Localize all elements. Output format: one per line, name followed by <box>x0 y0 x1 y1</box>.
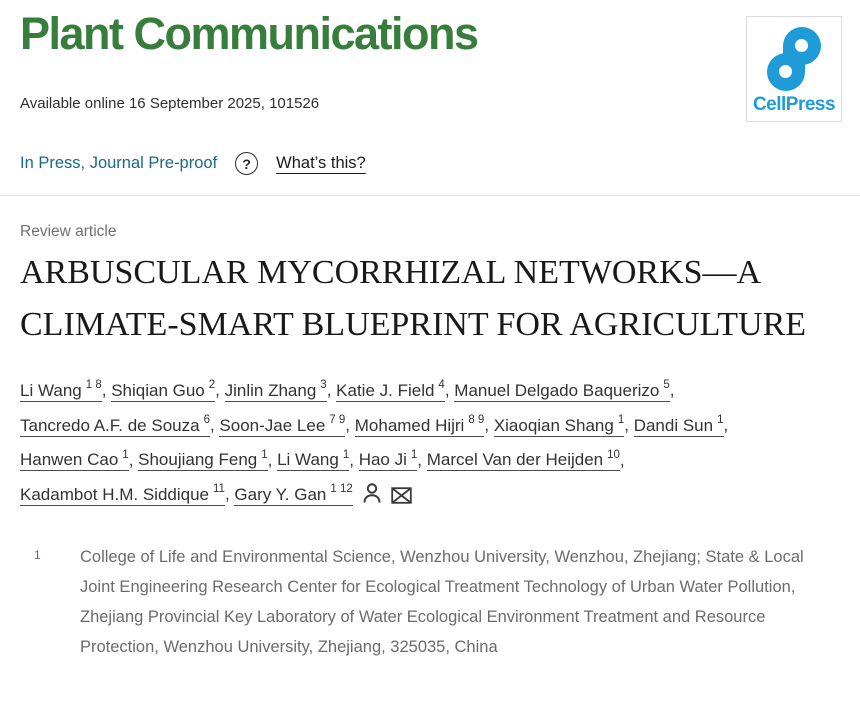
availability-text: Available online 16 September 2025, 101526 <box>20 95 320 113</box>
author-separator: , <box>669 380 675 400</box>
author-affiliation-sup: 1 <box>617 413 625 426</box>
author-name: Li Wang <box>277 450 339 470</box>
article-main <box>20 223 840 662</box>
author-name: Tancredo A.F. de Souza <box>20 415 200 435</box>
author-separator: , <box>444 380 455 400</box>
author-affiliation-sup: 1 12 <box>330 483 353 496</box>
author-link[interactable] <box>225 381 327 402</box>
divider <box>0 195 860 196</box>
author-affiliation-sup: 1 8 <box>85 379 102 392</box>
author-link[interactable] <box>427 450 620 471</box>
person-icon[interactable] <box>362 482 382 504</box>
author-link[interactable] <box>20 450 129 471</box>
author-affiliation-sup: 7 9 <box>329 413 346 426</box>
author-separator: , <box>345 415 355 435</box>
author-link[interactable] <box>277 450 349 471</box>
author-link[interactable] <box>20 413 210 437</box>
author-affiliation-sup: 10 <box>607 448 620 461</box>
author-affiliation-sup: 1 <box>342 448 350 461</box>
author-affiliation-sup: 1 <box>261 448 268 461</box>
author-link[interactable] <box>219 413 346 437</box>
cellpress-logo-text: CellPress <box>752 94 836 115</box>
author-link[interactable] <box>138 450 268 471</box>
affiliation-text: College of Life and Environmental Science, Wenzhou University, Wenzhou, Zhejiang; State & Local Joint Engineering Research Center for Ecological Treatment Technology of Urban Water Pollution, Zhejiang Provincial Key Laboratory of Water Ecological Environment Treatment and Resource Protection, Wenzhou University, Zhejiang, 325035, China <box>80 547 804 656</box>
author-separator: , <box>267 450 278 470</box>
author-separator: , <box>624 415 634 435</box>
journal-title: Plant Communications <box>20 8 478 59</box>
author-name: Katie J. Field <box>336 380 435 400</box>
author-separator: , <box>215 380 225 400</box>
author-separator: , <box>723 415 729 435</box>
affiliation-number: 1 <box>34 547 41 562</box>
author-name: Gary Y. Gan <box>234 484 327 504</box>
author-separator: , <box>101 380 112 400</box>
author-affiliation-sup: 1 <box>717 413 724 426</box>
status-bar <box>20 152 840 175</box>
author-name: Shiqian Guo <box>111 380 205 400</box>
article-page <box>0 6 860 662</box>
author-affiliation-sup: 4 <box>438 379 445 392</box>
author-affiliation-sup: 6 <box>203 413 210 426</box>
author-affiliation-sup: 2 <box>208 379 216 392</box>
author-name: Kadambot H.M. Siddique <box>20 484 209 504</box>
affiliation-list <box>20 542 840 662</box>
author-affiliation-sup: 11 <box>213 483 225 496</box>
author-name: Hanwen Cao <box>20 450 119 470</box>
author-link[interactable] <box>493 413 625 437</box>
author-name: Mohamed Hijri <box>354 415 465 435</box>
author-affiliation-sup: 1 <box>410 448 418 461</box>
author-separator: , <box>484 415 494 435</box>
author-separator: , <box>349 450 359 470</box>
in-press-link[interactable]: In Press, Journal Pre-proof <box>20 154 218 173</box>
whats-this-link[interactable]: What’s this? <box>276 154 366 173</box>
author-link[interactable] <box>111 381 215 402</box>
author-list <box>20 371 825 510</box>
envelope-icon[interactable] <box>391 487 412 504</box>
article-type-label: Review article <box>20 223 117 241</box>
journal-header <box>20 6 840 115</box>
author-name: Jinlin Zhang <box>224 380 317 400</box>
author-affiliation-sup: 1 <box>122 448 129 461</box>
affiliation-item <box>34 542 840 662</box>
question-mark-icon[interactable]: ? <box>235 152 258 175</box>
cellpress-swirl-bottom <box>767 53 805 91</box>
author-affiliation-sup: 5 <box>663 379 670 392</box>
cellpress-swirl-icon <box>765 27 823 91</box>
author-link[interactable] <box>354 413 485 437</box>
author-separator: , <box>619 450 625 470</box>
author-link[interactable] <box>20 485 225 506</box>
author-name: Dandi Sun <box>633 415 714 435</box>
author-link[interactable] <box>20 381 102 402</box>
article-title: ARBUSCULAR MYCORRHIZAL NETWORKS—A CLIMATE-SMART BLUEPRINT FOR AGRICULTURE <box>20 254 807 344</box>
author-name: Manuel Delgado Baquerizo <box>454 380 660 400</box>
author-link[interactable] <box>454 381 670 402</box>
cellpress-logo[interactable] <box>746 16 842 122</box>
author-name: Li Wang <box>20 380 82 400</box>
author-name: Xiaoqian Shang <box>493 415 614 435</box>
author-name: Shoujiang Feng <box>138 450 258 470</box>
author-separator: , <box>417 450 427 470</box>
author-separator: , <box>224 484 235 504</box>
author-name: Soon-Jae Lee <box>219 415 326 435</box>
author-separator: , <box>326 380 337 400</box>
author-separator: , <box>209 415 220 435</box>
author-link[interactable] <box>633 413 724 437</box>
author-link[interactable] <box>336 381 445 402</box>
author-link[interactable] <box>359 450 418 471</box>
author-link[interactable] <box>234 485 352 506</box>
author-separator: , <box>128 450 139 470</box>
author-affiliation-sup: 8 9 <box>468 413 485 426</box>
author-affiliation-sup: 3 <box>320 379 327 392</box>
author-name: Marcel Van der Heijden <box>426 450 604 470</box>
author-name: Hao Ji <box>358 450 407 470</box>
